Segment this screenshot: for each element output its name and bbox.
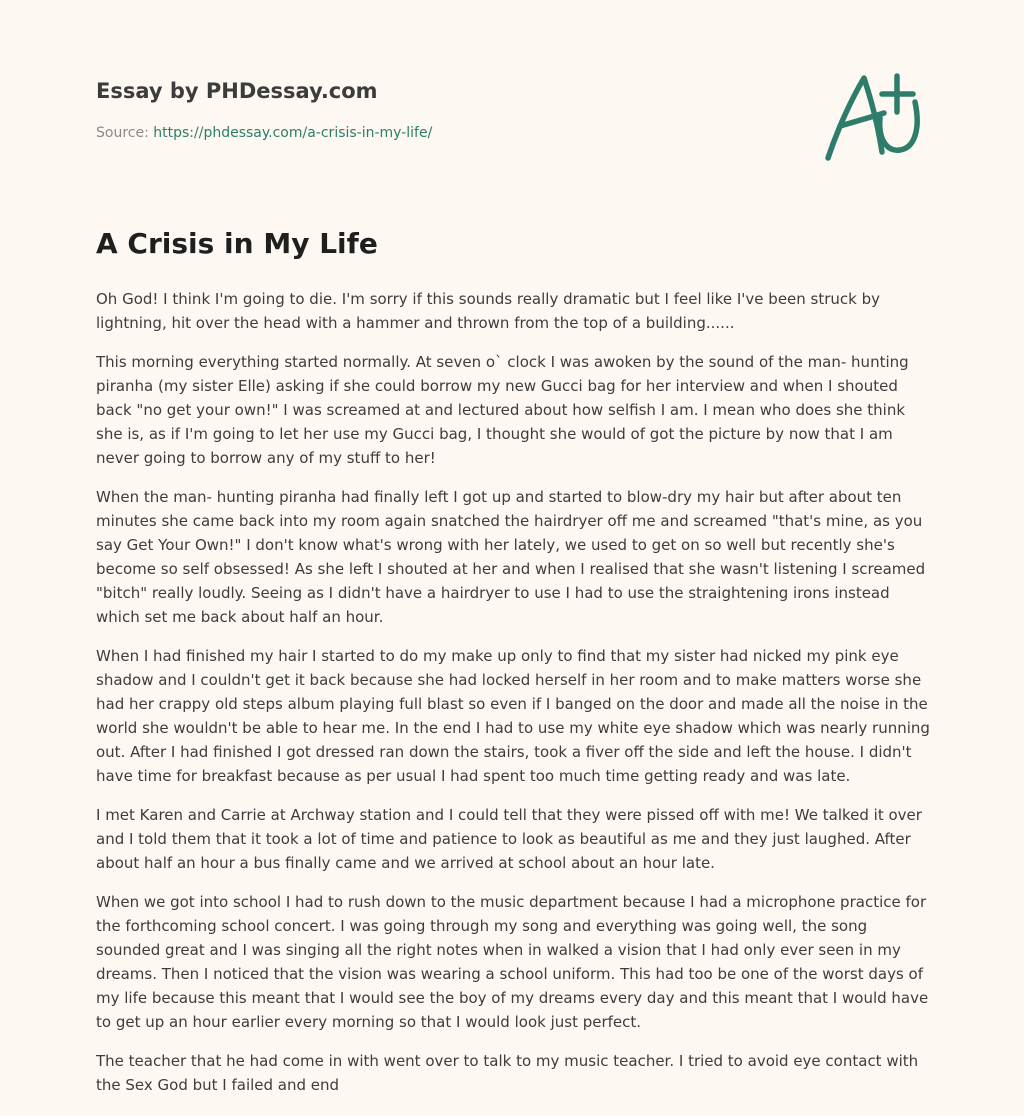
source-link[interactable]: https://phdessay.com/a-crisis-in-my-life/	[153, 125, 433, 141]
page-header	[96, 78, 796, 142]
essay-paragraph: When we got into school I had to rush down to the music department because I had a microphone practice for the forthcoming school concert. I was going through my song and everything was going well, the song sounded great and I was singing all the right notes when in walked a vision that I had only ever seen in my dreams. Then I noticed that the vision was wearing a school uniform. This had too be one of the worst days of my life because this meant that I would see the boy of my dreams every day and this meant that I would have to get up an hour earlier every morning so that I would look just perfect.	[96, 893, 929, 1031]
essay-body	[96, 287, 932, 1112]
essay-paragraph: When I had finished my hair I started to do my make up only to find that my sister had nicked my pink eye shadow and I couldn't get it back because she had locked herself in her room and to make matters worse she had her crappy old steps album playing full blast so even if I banged on the door and made all the noise in the world she wouldn't be able to hear me. In the end I had to use my white eye shadow which was nearly running out. After I had finished I got dressed ran down the stairs, took a fiver off the side and left the house. I didn't have time for breakfast because as per usual I had spent too much time getting ready and was late.	[96, 647, 930, 785]
site-brand: Essay by PHDessay.com	[96, 79, 378, 103]
essay-paragraph: I met Karen and Carrie at Archway station and I could tell that they were pissed off with me! We talked it over and I told them that it took a lot of time and patience to look as beautiful as me and they just laughed. After about half an hour a bus finally came and we arrived at school about an hour late.	[96, 806, 922, 872]
a-plus-grade-icon	[822, 66, 932, 166]
essay-paragraph: This morning everything started normally. At seven o` clock I was awoken by the sound of the man- hunting piranha (my sister Elle) asking if she could borrow my new Gucci bag for her interview and when I shouted back "no get your own!" I was screamed at and lectured about how selfish I am. I mean who does she think she is, as if I'm going to let her use my Gucci bag, I thought she would of got the picture by now that I am never going to borrow any of my stuff to her!	[96, 353, 909, 467]
essay-paragraph: Oh God! I think I'm going to die. I'm sorry if this sounds really dramatic but I feel like I've been struck by lightning, hit over the head with a hammer and thrown from the top of a building......	[96, 290, 881, 332]
essay-title: A Crisis in My Life	[96, 227, 378, 260]
essay-paragraph: When the man- hunting piranha had finally left I got up and started to blow-dry my hair but after about ten minutes she came back into my room again snatched the hairdryer off me and screamed "that's mine, as you say Get Your Own!" I don't know what's wrong with her lately, we used to get on so well but recently she's become so self obsessed! As she left I shouted at her and when I realised that she wasn't listening I screamed "bitch" really loudly. Seeing as I didn't have a hairdryer to use I had to use the straightening irons instead which set me back about half an hour.	[96, 488, 926, 626]
source-line	[96, 124, 796, 142]
essay-paragraph: The teacher that he had come in with went over to talk to my music teacher. I tried to avoid eye contact with the Sex God but I failed and end	[96, 1052, 919, 1094]
source-label: Source:	[96, 125, 149, 141]
